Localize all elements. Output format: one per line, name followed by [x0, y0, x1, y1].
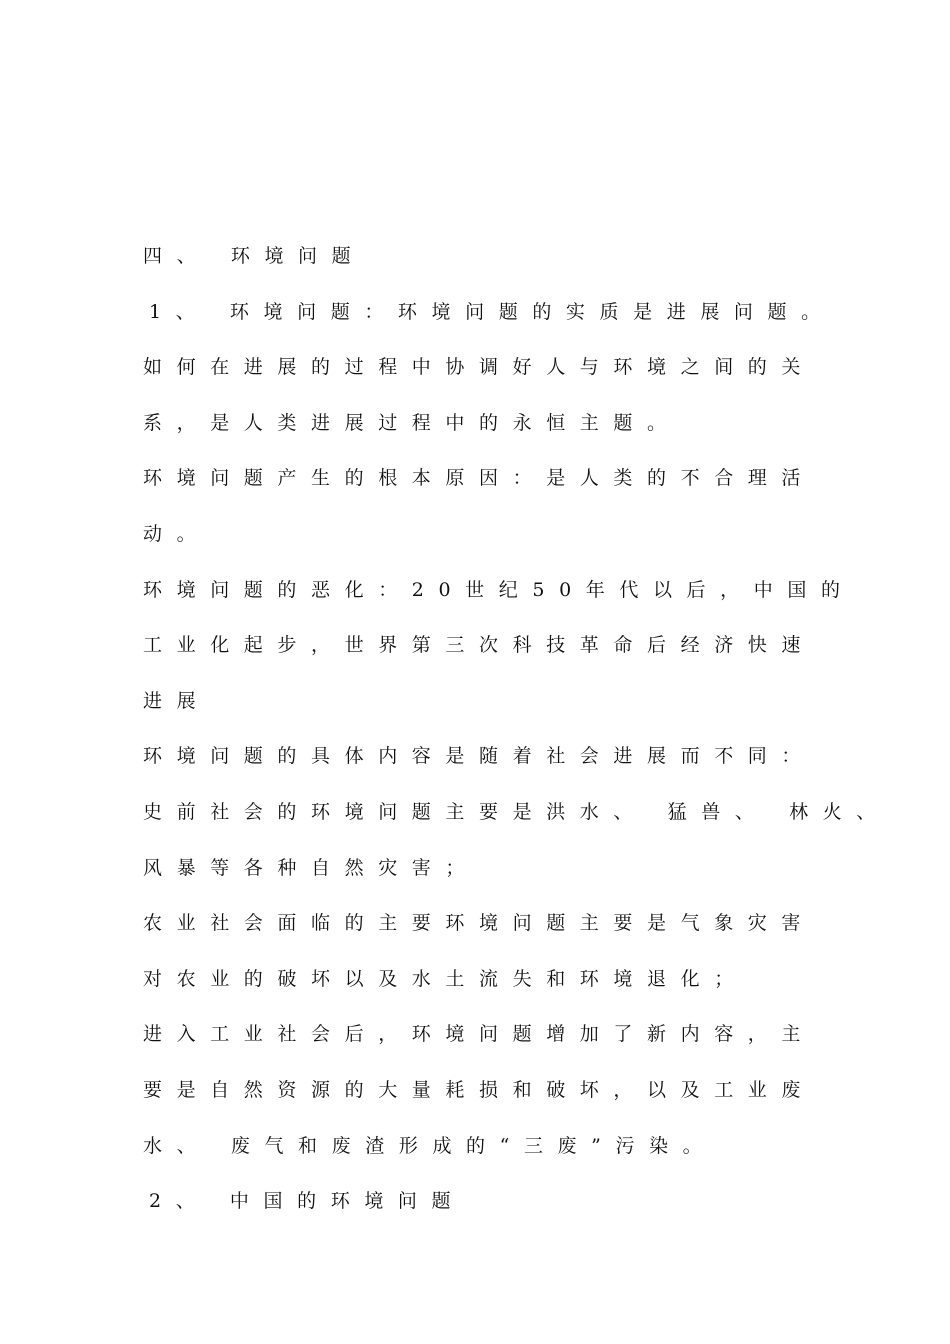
section-heading: 四、 环境问题	[143, 245, 366, 267]
subsection-heading-1: 1、 环境问题：环境问题的实质是进展问题。	[149, 301, 835, 323]
text-line: 环境问题的具体内容是随着社会进展而不同：	[143, 745, 816, 767]
text-line: 系，是人类进展过程中的永恒主题。	[143, 412, 681, 434]
text-line: 环境问题的恶化：20世纪50年代以后，中国的	[143, 579, 855, 601]
text-line: 如何在进展的过程中协调好人与环境之间的关	[143, 356, 816, 378]
text-line: 进入工业社会后，环境问题增加了新内容，主	[143, 1023, 816, 1045]
text-line: 史前社会的环境问题主要是洪水、 猛兽、 林火、	[143, 801, 890, 823]
text-line: 农业社会面临的主要环境问题主要是气象灾害	[143, 912, 816, 934]
subsection-heading-2: 2、 中国的环境问题	[149, 1190, 466, 1212]
text-line: 环境问题产生的根本原因：是人类的不合理活	[143, 467, 816, 489]
text-line: 风暴等各种自然灾害；	[143, 857, 480, 879]
text-line: 要是自然资源的大量耗损和破坏，以及工业废	[143, 1079, 816, 1101]
text-line: 工业化起步，世界第三次科技革命后经济快速	[143, 634, 816, 656]
text-line: 对农业的破坏以及水土流失和环境退化；	[143, 968, 748, 990]
text-line: 进展	[143, 690, 211, 712]
text-line: 水、 废气和废渣形成的“三废”污染。	[143, 1135, 717, 1157]
text-line: 动。	[143, 523, 211, 545]
